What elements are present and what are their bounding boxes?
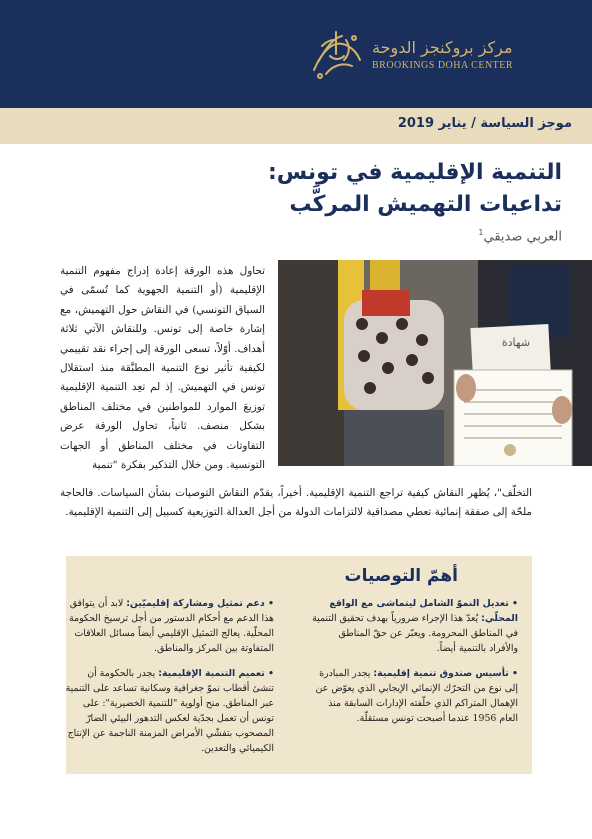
bullet-icon: • — [264, 668, 274, 679]
author-footnote-mark: 1 — [478, 228, 484, 237]
author-name-text: العربي صديقي — [483, 229, 562, 245]
recommendation-item — [64, 666, 274, 756]
recommendation-heading: دعم تمثيل ومشاركة إقليميّين: — [126, 598, 265, 609]
abstract-continuation: التخلّف"، يُظهر النقاش كيفية تراجع التنمية الإقليمية. أخيراً، يقدّم النقاش التوصيات بشأن السياسات. فالحاجة ملحّة إلى صفقة إنمائية تعطي مصداقية لالتزامات الدولة من أجل العدالة التوزيعية كسبيل إلى التنمية الإقليمية. — [60, 487, 532, 519]
author-name — [478, 228, 562, 244]
recommendation-body: يجدر بالحكومة أن تنشئ أقطاب نموّ جغرافية وسكانية تساعد على التنمية عبر المناطق. منح أولوية "للتنمية الخضيرية": على تونس أن تعمل بجدّية لعكس التدهور البيئي الضارّ المصحوب بتفشّي الأمراض المزمنة الناجمة عن الإنتاج الكيميائي والتعدين. — [65, 668, 274, 754]
recommendation-item — [64, 596, 274, 656]
recommendation-body: يُعدّ هذا الإجراء ضرورياً بهدف تحقيق التنمية في المناطق المحرومة. ويعبّر عن حقّ المناطق والأفراد بالتنمية أيضاً. — [312, 613, 518, 654]
recommendations-right-column — [308, 596, 518, 736]
recommendation-body: لابد أن يتوافق هذا الدعم مع أحكام الدستور من أجل ترسيخ الحكومة المحلّية. يعالج التمثيل الإقليمي أيضاً مسائل العلاقات المتفاوتة بين المركز والمناطق. — [69, 598, 274, 654]
bullet-icon: • — [264, 598, 274, 609]
abstract-column: تحاول هذه الورقة إعادة إدراج مفهوم التنمية الإقليمية (أو التنمية الجهوية كما تُسمّى في السياق التونسي) في النقاش حول التهميش، مع إشارة خاصة إلى تونس. وللنقاش الآتي ثلاثة أهداف. أوّلاً، تسعى الورقة إلى إجراء نقد تقييمي لكيفية تأثير نوع التنمية المطبَّقة منذ استقلال تونس في التهميش. إذ لم تعِد التنمية الإقليمية توزيعَ الموارد للمواطنين في مختلف المناطق بشكل منصف. ثانياً، تحاول الورقة عرض التفاوتات في مختلف المناطق أو الجهات التونسية. ومن خلال التذكير بفكرة "تنمية — [60, 265, 265, 472]
recommendation-heading: تعميم التنمية الإقليمية: — [158, 668, 265, 679]
bullet-icon: • — [508, 598, 518, 609]
recommendation-item — [308, 666, 518, 726]
org-name-arabic: مركز بروكنجز الدوحة — [372, 38, 513, 57]
recommendation-heading: تأسيس صندوق تنمية إقليمية: — [373, 668, 509, 679]
title-line-2: تداعيات التهميش المركَّب — [289, 192, 562, 217]
series-label: موجز السياسة / يناير 2019 — [397, 116, 572, 131]
photo-illustration — [278, 260, 592, 466]
org-name-english: BROOKINGS DOHA CENTER — [372, 60, 514, 71]
certificate-heading: شهادة — [501, 336, 531, 349]
recommendations-title: أهمّ التوصيات — [344, 566, 458, 586]
cover-photo — [278, 260, 592, 466]
brookings-doha-logo-icon — [306, 26, 368, 82]
recommendation-item — [308, 596, 518, 656]
recommendation-heading: تعديل النموّ الشامل ليتماشى مع الواقع المحلّي: — [329, 598, 518, 624]
recommendation-body: يجدر المبادرة إلى نوع من التحرّك الإنمائي الإيجابي الذي يعوّض عن الإهمال المتراكم الذي خلّفته الإدارات السابقة منذ العام 1956 عندما أصبحت تونس مستقلّة. — [315, 668, 518, 724]
recommendations-left-column — [64, 596, 274, 766]
title-line-1: التنمية الإقليمية في تونس: — [267, 160, 562, 185]
bullet-icon: • — [508, 668, 518, 679]
